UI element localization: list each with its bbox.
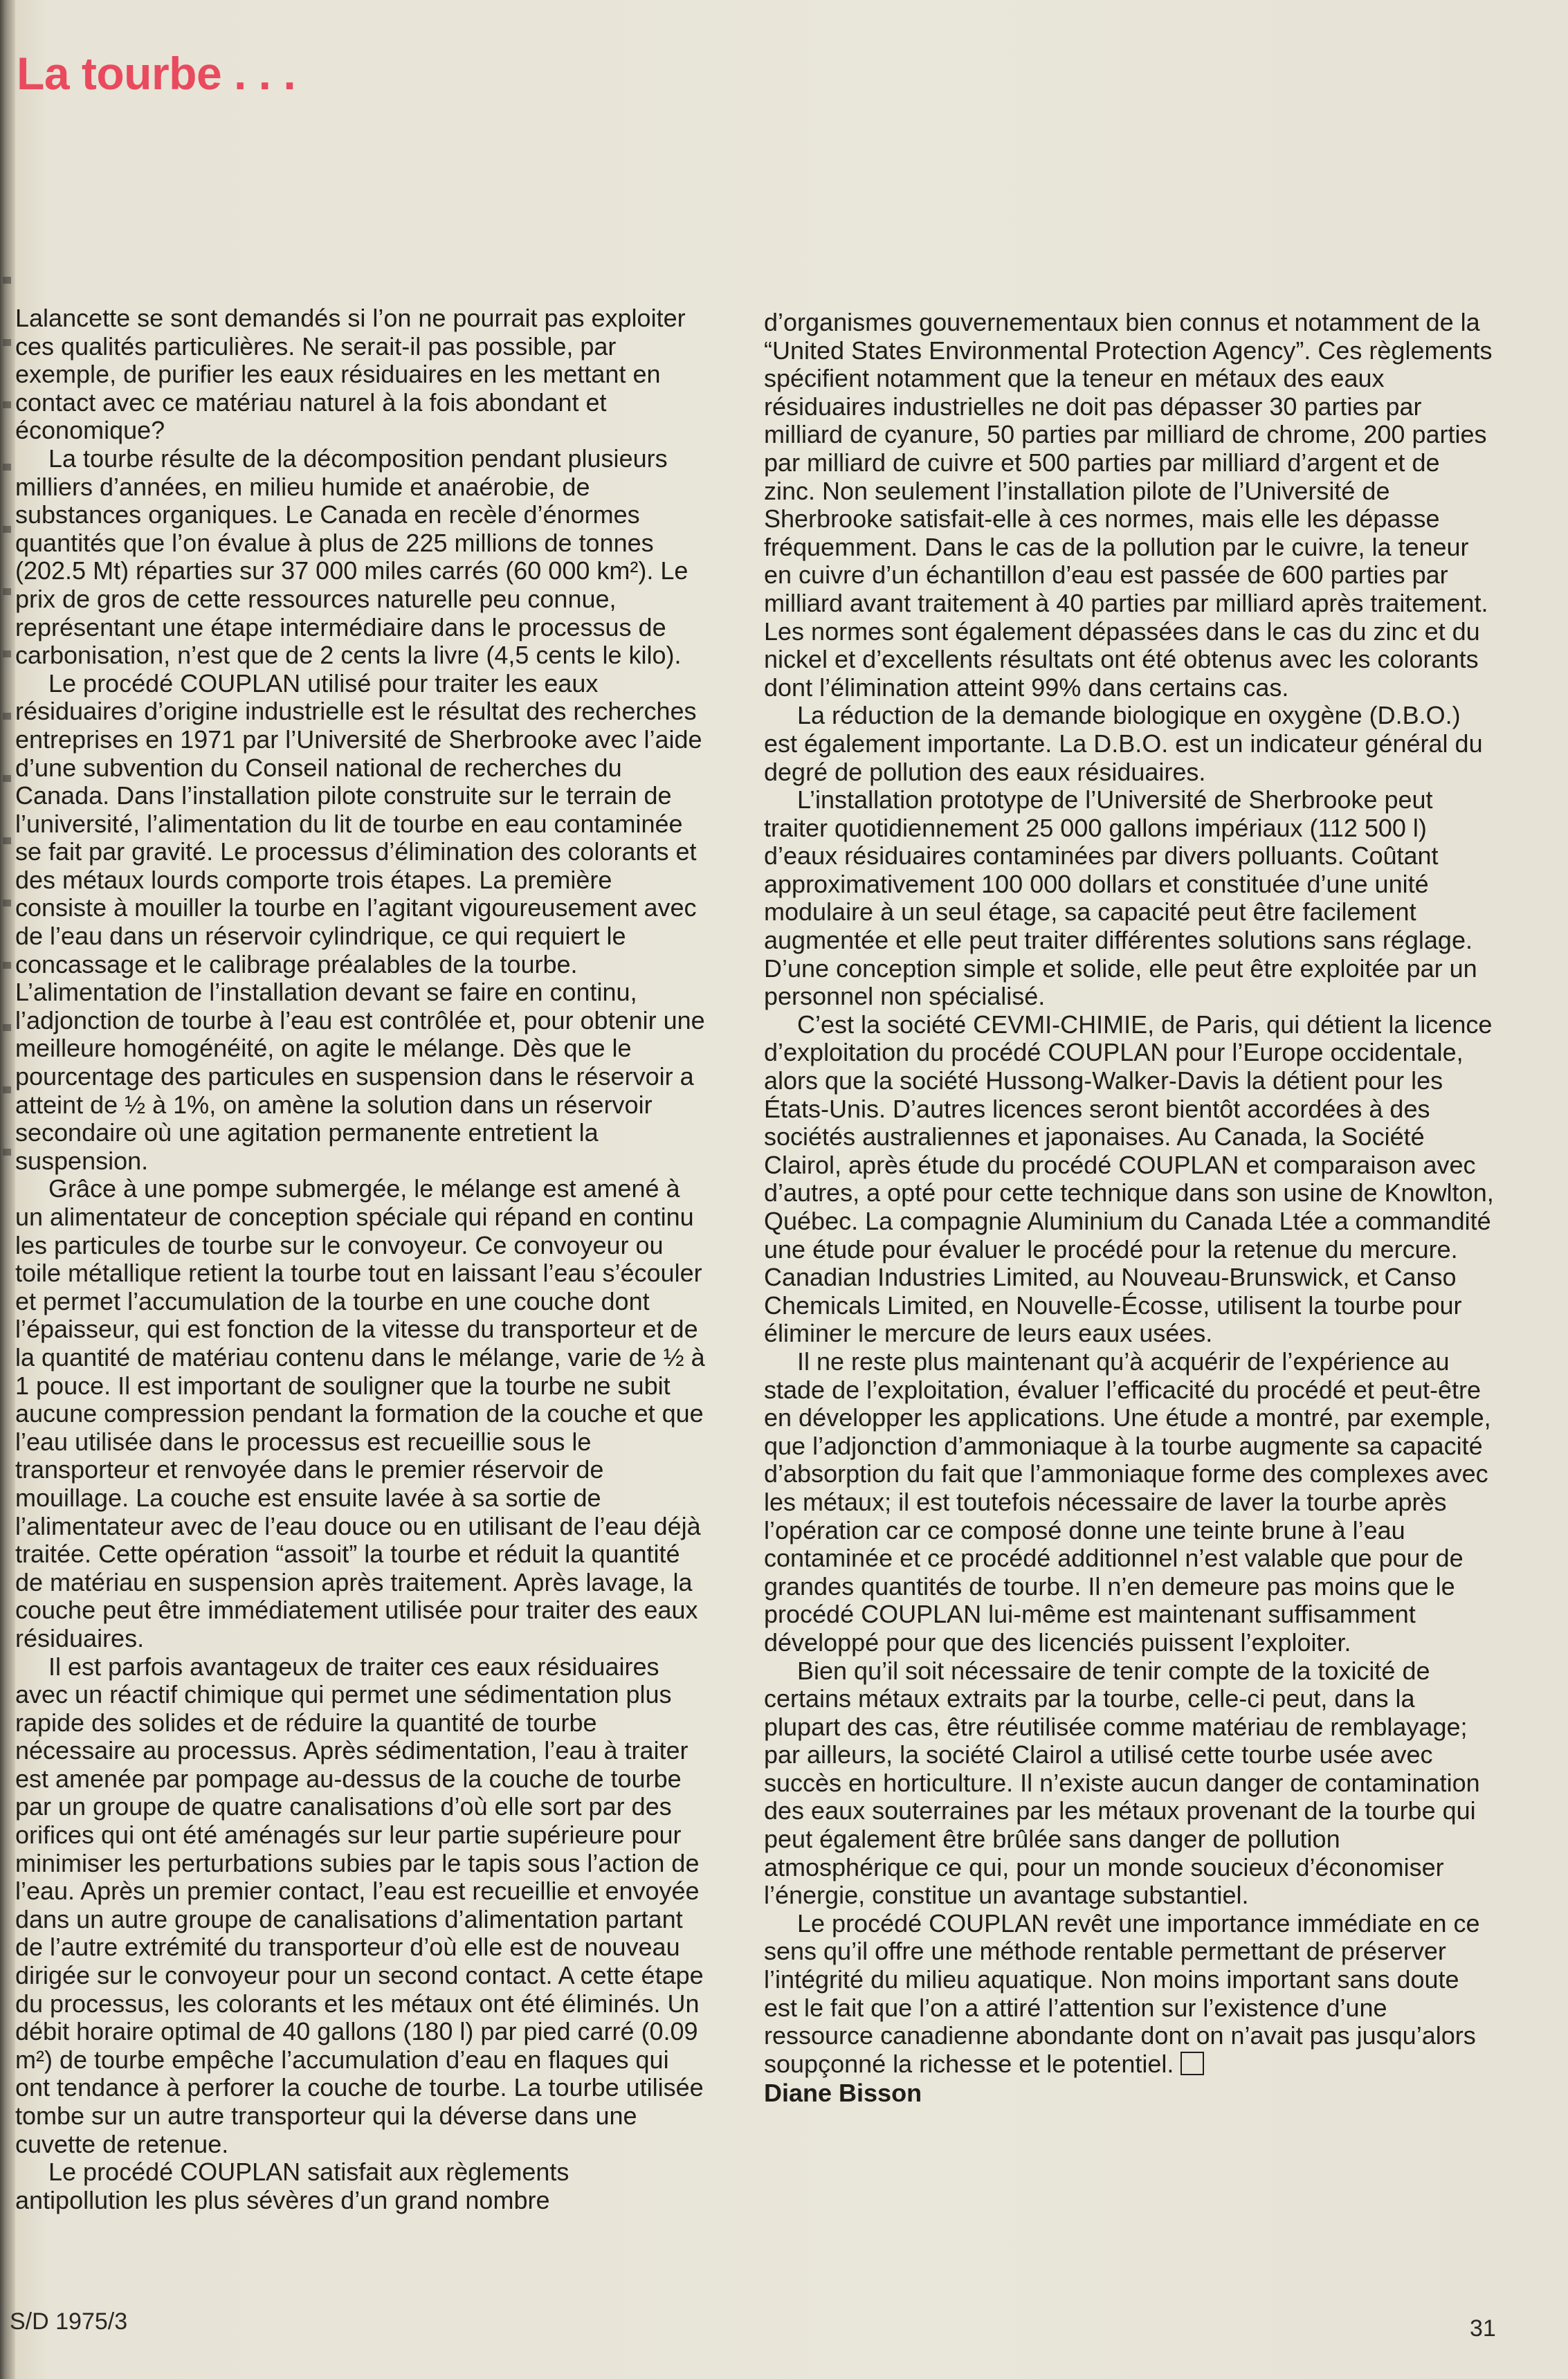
paragraph: Il ne reste plus maintenant qu’à acquérir de l’expérience au stade de l’exploitation, évaluer l’efficacité du procédé et peut-être en développer les applications. Une étude a montré, par exemple, que l’adjonction d’ammoniaque à la tourbe augmente sa capacité d’absorption du fait que l’ammoniaque forme des complexes avec les métaux; il est toutefois nécessaire de laver la tourbe après l’opération car ce composé donne une teinte brune à l’eau contaminée et ce procédé additionnel n’est valable que pour de grandes quantités de tourbe. Il n’en demeure pas moins que le procédé COUPLAN lui-même est maintenant suffisamment développé pour que des licenciés puissent l’exploiter. xyxy=(764,1347,1491,1657)
paragraph: Grâce à une pompe submergée, le mélange est amené à un alimentateur de conception spéciale qui répand en continu les particules de tourbe sur le convoyeur. Ce convoyeur ou toile métallique retient la tourbe tout en laissant l’eau s’écouler et permet l’accumulation de la tourbe en une couche dont l’épaisseur, qui est fonction de la vitesse du transporteur et de la quantité de matériau contenu dans le mélange, varie de ½ à 1 pouce. Il est important de souligner que la tourbe ne subit aucune compression pendant la formation de la couche et que l’eau utilisée dans le processus est recueillie sous le transporteur et renvoyée dans le premier réservoir de mouillage. La couche est ensuite lavée à sa sortie de l’alimentateur avec de l’eau douce ou en utilisant de l’eau déjà traitée. Cette opération “assoit” la tourbe et réduit la quantité de matériau en suspension après traitement. Après lavage, la couche peut être immédiatement utilisée pour traiter des eaux résiduaires. xyxy=(15,1174,705,1652)
paragraph: Lalancette se sont demandés si l’on ne pourrait pas exploiter ces qualités particulières. Ne serait-il pas possible, par exemple, de purifier les eaux résiduaires en les mettant en contact avec ce matériau naturel à la fois abondant et économique? xyxy=(15,304,686,445)
paragraph: C’est la société CEVMI-CHIMIE, de Paris, qui détient la licence d’exploitation du procédé COUPLAN pour l’Europe occidentale, alors que la société Hussong-Walker-Davis la détient pour les États-Unis. D’autres licences seront bientôt accordées à des sociétés australiennes et japonaises. Au Canada, la Société Clairol, après étude du procédé COUPLAN et comparaison avec d’autres, a opté pour cette technique dans son usine de Knowlton, Québec. La compagnie Aluminium du Canada Ltée a commandité une étude pour évaluer le procédé pour la retenue du mercure. Canadian Industries Limited, au Nouveau-Brunswick, et Canso Chemicals Limited, en Nouvelle-Écosse, utilisent la tourbe pour éliminer le mercure de leurs eaux usées. xyxy=(764,1010,1494,1348)
author-byline: Diane Bisson xyxy=(764,2079,922,2108)
binding-marks xyxy=(3,277,11,1176)
paragraph: La réduction de la demande biologique en oxygène (D.B.O.) est également importante. La D.B.O. est un indicateur général du degré de pollution des eaux résiduaires. xyxy=(764,701,1483,786)
right-column xyxy=(764,309,1497,2108)
paragraph: L’installation prototype de l’Université de Sherbrooke peut traiter quotidiennement 25 000 gallons impériaux (112 500 l) d’eaux résiduaires contaminées par divers polluants. Coûtant approximativement 100 000 dollars et constituée d’une unité modulaire à un seul étage, sa capacité peut être facilement augmentée et elle peut traiter différentes solutions sans réglage. D’une conception simple et solide, elle peut être exploitée par un personnel non spécialisé. xyxy=(764,785,1477,1011)
journal-issue: S/D 1975/3 xyxy=(10,2308,128,2335)
end-of-article-mark xyxy=(1180,2052,1204,2075)
paragraph: Il est parfois avantageux de traiter ces eaux résiduaires avec un réactif chimique qui permet une sédimentation plus rapide des solides et de réduire la quantité de tourbe nécessaire au processus. Après sédimentation, l’eau à traiter est amenée par pompage au-dessus de la couche de tourbe par un groupe de quatre canalisations d’où elle sort par des orifices qui ont été aménagés sur leur partie supérieure pour minimiser les perturbations subies par le tapis sous l’action de l’eau. Après un premier contact, l’eau est recueillie et envoyée dans un autre groupe de canalisations d’alimentation partant de l’autre extrémité du transporteur d’où elle est de nouveau dirigée sur le convoyeur pour un second contact. A cette étape du processus, les colorants et les métaux ont été éliminés. Un débit horaire optimal de 40 gallons (180 l) par pied carré (0.09 m²) de tourbe empêche l’accumulation d’eau en flaques qui ont tendance à perforer la couche de tourbe. La tourbe utilisée tombe sur un autre transporteur qui la déverse dans une cuvette de retenue. xyxy=(15,1652,704,2158)
paragraph: Le procédé COUPLAN satisfait aux règlements antipollution les plus sévères d’un grand nombre xyxy=(15,2158,569,2214)
paragraph-text: Le procédé COUPLAN revêt une importance immédiate en ce sens qu’il offre une méthode rentable permettant de préserver l’intégrité du milieu aquatique. Non moins important sans doute est le fait que l’on a attiré l’attention sur l’existence d’une ressource canadienne abondante dont on n’avait pas jusqu’alors soupçonné la richesse et le potentiel. xyxy=(764,1908,1480,2078)
paragraph: Le procédé COUPLAN utilisé pour traiter les eaux résiduaires d’origine industrielle est le résultat des recherches entreprises en 1971 par l’Université de Sherbrooke avec l’aide d’une subvention du Conseil national de recherches du Canada. Dans l’installation pilote construite sur le terrain de l’université, l’alimentation du lit de tourbe en eau contaminée se fait par gravité. Le processus d’élimination des colorants et des métaux lourds comporte trois étapes. La première consiste à mouiller la tourbe en l’agitant vigoureusement avec de l’eau dans un réservoir cylindrique, ce qui requiert le concassage et le calibrage préalables de la tourbe. L’alimentation de l’installation devant se faire en continu, l’adjonction de tourbe à l’eau est contrôlée et, pour obtenir une meilleure homogénéité, on agite le mélange. Dès que le pourcentage des particules en suspension dans le réservoir a atteint de ½ à 1%, on amène la solution dans un réservoir secondaire où une agitation permanente entretient la suspension. xyxy=(15,668,705,1175)
article-title: La tourbe . . . xyxy=(17,48,296,99)
paragraph: d’organismes gouvernementaux bien connus et notamment de la “United States Environmental Protection Agency”. Ces règlements spécifient notamment que la teneur en métaux des eaux résiduaires industrielles ne doit pas dépasser 30 parties par milliard de cyanure, 50 parties par milliard de chrome, 200 parties par milliard de cuivre et 500 parties par milliard d’argent et de zinc. Non seulement l’installation pilote de l’Université de Sherbrooke satisfait-elle à ces normes, mais elle les dépasse fréquemment. Dans le cas de la pollution par le cuivre, la teneur en cuivre d’un échantillon d’eau est passée de 600 parties par milliard avant traitement à 40 parties par milliard après traitement. Les normes sont également dépassées dans le cas du zinc et du nickel et d’excellents résultats ont été obtenus avec les colorants dont l’élimination atteint 99% dans certains cas. xyxy=(764,308,1493,702)
left-column xyxy=(15,304,707,2214)
page-number: 31 xyxy=(1470,2315,1496,2342)
paragraph: La tourbe résulte de la décomposition pendant plusieurs milliers d’années, en milieu humide et anaérobie, de substances organiques. Le Canada en recèle d’énormes quantités que l’on évalue à plus de 225 millions de tonnes (202.5 Mt) réparties sur 37 000 miles carrés (60 000 km²). Le prix de gros de cette ressources naturelle peu connue, représentant une étape intermédiaire dans le processus de carbonisation, n’est que de 2 cents la livre (4,5 cents le kilo). xyxy=(15,444,689,670)
paragraph: Bien qu’il soit nécessaire de tenir compte de la toxicité de certains métaux extraits par la tourbe, celle-ci peut, dans la plupart des cas, être réutilisée comme matériau de remblayage; par ailleurs, la société Clairol a utilisé cette tourbe usée avec succès en horticulture. Il n’existe aucun danger de contamination des eaux souterraines par les métaux provenant de la tourbe qui peut également être brûlée sans danger de pollution atmosphérique ce qui, pour un monde soucieux d’économiser l’énergie, constitue un avantage substantiel. xyxy=(764,1656,1480,1910)
closing-paragraph xyxy=(764,1910,1497,2079)
